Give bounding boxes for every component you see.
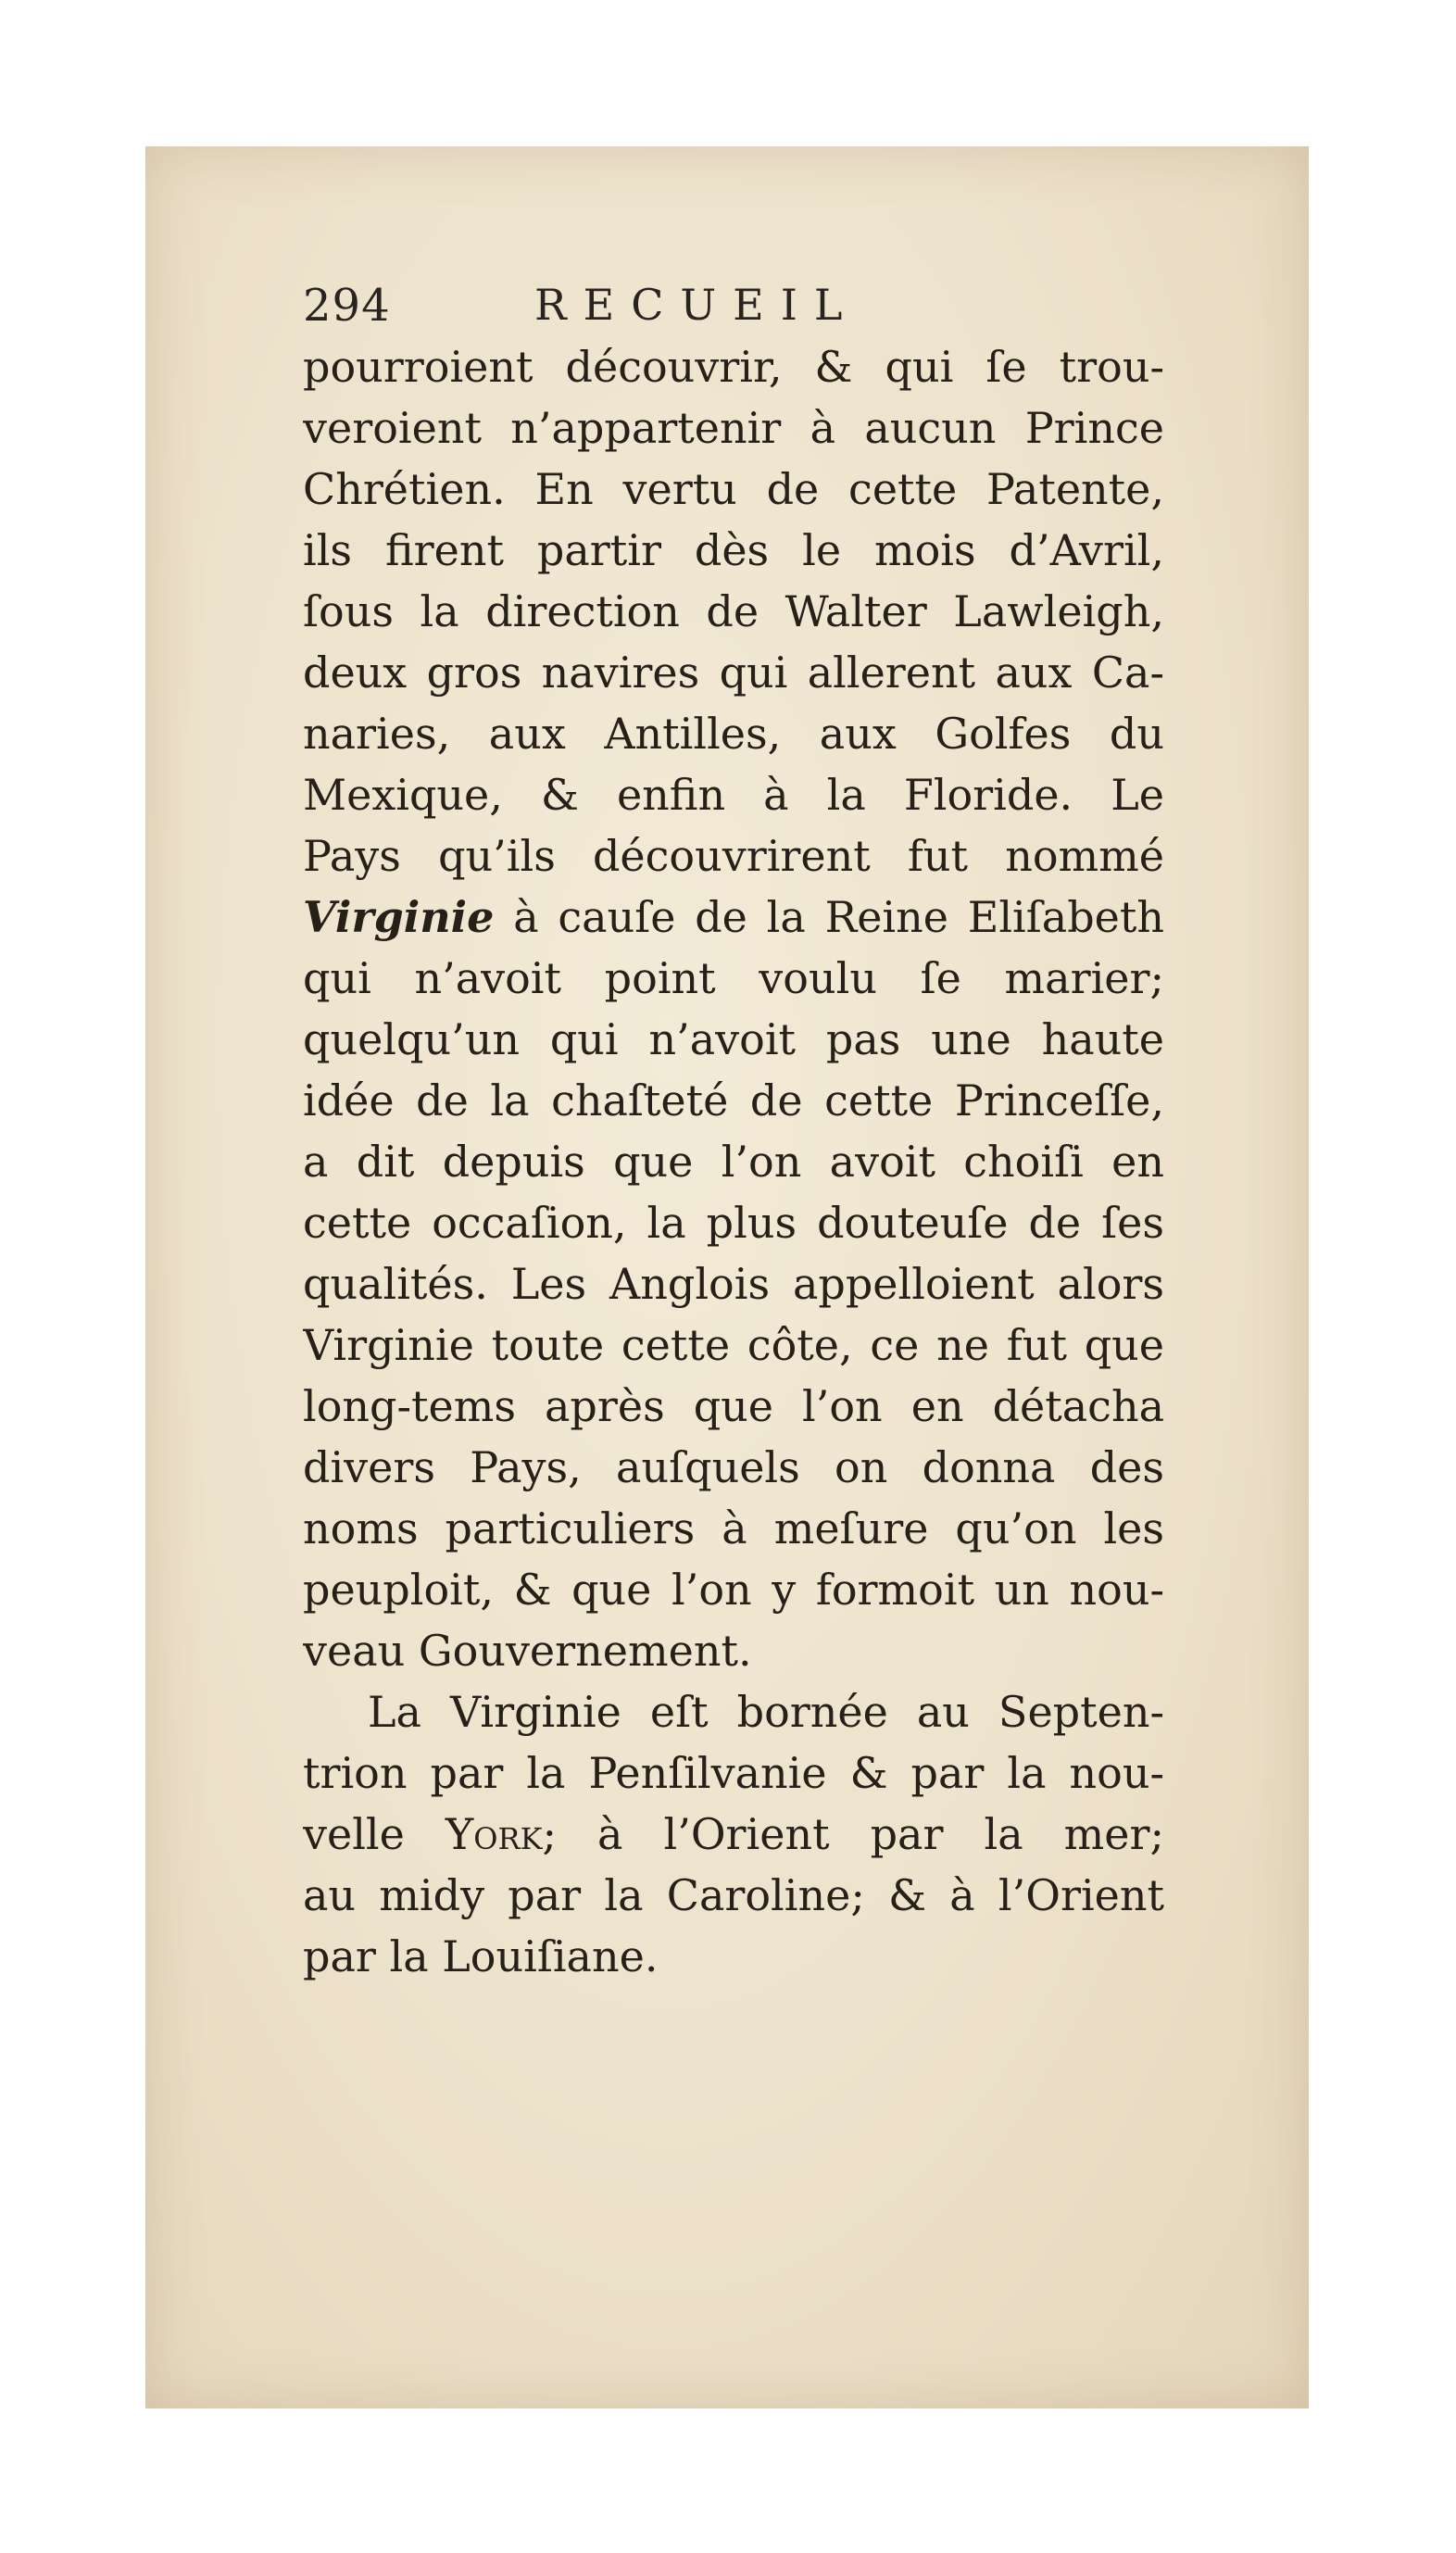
text-line: Pays qu’ils découvrirent fut nommé bbox=[303, 831, 1164, 881]
text-line: Virginie toute cette côte, ce ne fut que bbox=[303, 1320, 1164, 1370]
text-line: idée de la chaſteté de cette Princeſſe, bbox=[303, 1075, 1164, 1126]
text-line: quelqu’un qui n’avoit pas une haute bbox=[303, 1014, 1164, 1064]
text-line: ils firent partir dès le mois d’Avril, bbox=[303, 525, 1164, 575]
small-caps-word: York bbox=[445, 1809, 543, 1859]
page-number: 294 bbox=[303, 280, 391, 332]
text-line: a dit depuis que l’on avoit choiſi en bbox=[303, 1137, 1164, 1187]
text-line: naries, aux Antilles, aux Golfes du bbox=[303, 709, 1164, 759]
text-line: veau Gouvernement. bbox=[303, 1626, 752, 1676]
text-line: divers Pays, auſquels on donna des bbox=[303, 1442, 1164, 1492]
running-head: RECUEIL bbox=[534, 280, 860, 330]
paragraph-start-line: La Virginie eſt bornée au Septen- bbox=[368, 1687, 1164, 1737]
text-line: Chrétien. En vertu de cette Patente, bbox=[303, 464, 1164, 514]
text-line: par la Louiſiane. bbox=[303, 1931, 659, 1981]
text-line: ſous la direction de Walter Lawleigh, bbox=[303, 586, 1164, 636]
italic-word: Virginie bbox=[303, 892, 495, 942]
book-page bbox=[145, 146, 1309, 2408]
text-line: Mexique, & enfin à la Floride. Le bbox=[303, 770, 1164, 820]
text-line: noms particuliers à meſure qu’on les bbox=[303, 1503, 1164, 1553]
text-line: long-tems après que l’on en détacha bbox=[303, 1381, 1164, 1431]
text-line: deux gros navires qui allerent aux Ca- bbox=[303, 648, 1164, 698]
text-line: au midy par la Caroline; & à l’Orient bbox=[303, 1870, 1164, 1920]
text-line: velle York; à l’Orient par la mer; bbox=[303, 1809, 1164, 1859]
page-header bbox=[303, 276, 1136, 341]
text-line: pourroient découvrir, & qui ſe trou- bbox=[303, 342, 1164, 392]
text-line: qui n’avoit point voulu ſe marier; bbox=[303, 953, 1164, 1003]
text-line: trion par la Penſilvanie & par la nou- bbox=[303, 1748, 1164, 1798]
text-line: qualités. Les Anglois appelloient alors bbox=[303, 1259, 1164, 1309]
text-line: veroient n’appartenir à aucun Prince bbox=[303, 403, 1164, 453]
body-text bbox=[303, 336, 1164, 1987]
text-line: cette occaſion, la plus douteuſe de ſes bbox=[303, 1198, 1164, 1248]
text-line: peuploit, & que l’on y formoit un nou- bbox=[303, 1565, 1164, 1615]
text-line: Virginie à cauſe de la Reine Eliſabeth bbox=[303, 892, 1164, 942]
